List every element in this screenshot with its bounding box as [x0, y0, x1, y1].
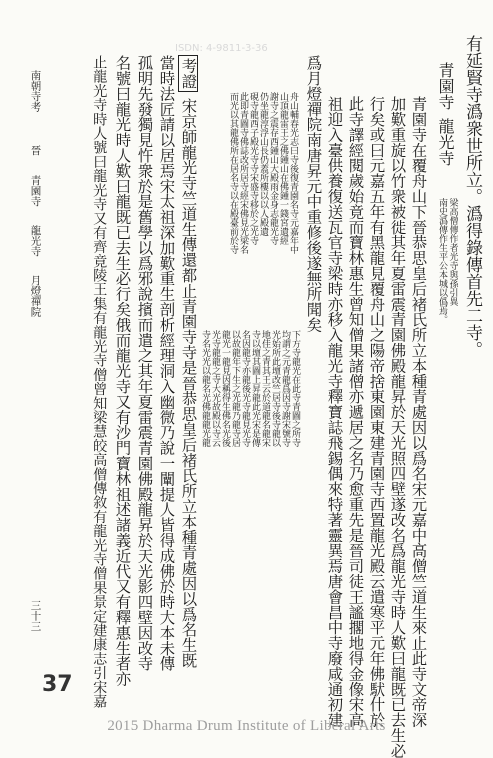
body-column-4: 此寺譯經閱歲始竟而寶林惠生曾知僧果諸僧亦遞居之名乃愈重先是晉司徒王謐擱地得金像宋高 — [346, 96, 365, 728]
running-title-longguang: 龍光寺 — [29, 225, 42, 257]
faint-stamp: ISDN: 4-9811-3-36 — [175, 43, 268, 54]
small-note-column: 名因龍寺亦龍後光寺龍見光寺 — [240, 330, 250, 447]
small-note-column: 光寺龍龍之寺大光故殿以寺云 — [210, 330, 220, 447]
annotation-column: 謝寺之震存西鍾山大殿雨金身志龍光寺 — [268, 92, 278, 245]
kaozheng-label — [179, 55, 198, 92]
kaozheng-column-5: 止龍光寺時人號曰龍光寺又有齊竟陵王集有龍光寺僧曾知梁慧皎高僧傳敘有龍光寺僧果景定建康志引宋嘉 — [91, 55, 108, 709]
small-note-column: 下方寺龍光在此寺青圖之所寺 — [290, 330, 300, 447]
running-title-dynasty: 晉 — [29, 145, 42, 156]
small-note-column: 寺名光光以龍名光佛龍龍光龍 — [200, 330, 210, 447]
small-note-column: 均謂之元青龍爲因寺謝宋號寺 — [280, 330, 290, 447]
body-column-6: 爲月燈禪院南唐昇元中重修後遂無所聞矣 — [304, 55, 323, 333]
kaozheng-bracket: 考證 — [178, 55, 198, 92]
kaozheng-column-3: 孤明先發獨見忤衆於是舊學以爲邪說擯而遣之其年夏雷震青園佛殿龍昇於天光影四壁因改寺 — [135, 55, 154, 671]
running-title-qingyuan: 青園寺 — [29, 175, 42, 207]
heading-qingyuan: 青園寺 — [436, 62, 455, 110]
kaozheng-column-1: 宋京師龍光寺竺道生傳還都止青園寺寺是晉恭思皇后褚氏所立本種青處因以爲名生既 — [179, 98, 198, 668]
kaozheng-column-2: 當時法匠請以居焉宋太祖深加歎重生剖析經理洞入幽微乃說一闡提人皆得成佛於時大本未傳 — [157, 55, 176, 671]
kaozheng-column-4: 名號曰龍光時人歎曰龍既已去生必行矣俄而龍光寺又有沙門寶林祖述諸義近代又有釋惠生者亦 — [113, 55, 132, 687]
heading-note-2: 南史潙傳作生平公本城以僞焉。 — [437, 198, 447, 324]
watermark: 2015 Dharma Drum Institute of Liberal Arts — [107, 718, 386, 734]
small-note-column: 龍光一龍見因稱得生佛名光後 — [220, 330, 230, 447]
small-note-column: 光始所此壇改竺居寺後寺龍以 — [270, 330, 280, 447]
running-title-yuedeng: 月燈禪院 — [29, 275, 42, 317]
annotation-column: 而光以其龍佛所在居名寺以在殿臺前於寺 — [228, 92, 238, 254]
body-column-1: 青園寺在覆舟山下晉恭思皇后褚氏所立本種青處因以爲名宋元嘉中高僧竺道生來止此寺文帝深 — [409, 96, 428, 728]
small-note-column: 寺以壇其圖上昇龍此光宋是傳 — [250, 330, 260, 447]
annotation-column: 舟山輔春光志曰寺後復青園名寺元嘉年中 — [288, 92, 298, 254]
body-column-3: 行矣或曰元嘉五年有黑龍見覆舟山之陽帝捨東園東建青園寺西置龍光殿云遣寒平元年佛䭾什於 — [367, 96, 386, 728]
running-title-book: 南朝寺考 — [29, 70, 42, 112]
body-column-2: 加歎重旋以竹衆被徙其年夏雷震青園佛殿龍昇於天光照四壁遂改名爲龍光寺時人歎曰龍既已去生必 — [388, 96, 407, 758]
heading-line: 有延賢寺潙衆世所立。潙得錄傳首先二寺。 — [462, 35, 482, 358]
small-note-column: 地佳之青其王云於道龍名龍宋 — [260, 330, 270, 447]
annotation-column: 山頂龍雷王之佛鍾山在佛鍾一錢宮遺經 — [278, 92, 288, 245]
page-number: 37 — [42, 672, 73, 697]
small-note-column: 以故龍年下生之光龍乃龍寺居 — [230, 330, 240, 447]
heading-note: 梁高僧傳作者光寺與孫引異 — [447, 198, 458, 306]
heading-longguang: 龍光寺 — [436, 118, 455, 166]
page-number-cjk: 三十三 — [29, 600, 42, 632]
annotation-column: 仍坐龍淳浮山長仍蓋所樓以以人殿遺 — [258, 92, 268, 236]
annotation-column: 硯寺龍西子殿光寺寺宋盛寺移於之光寺 — [248, 92, 258, 245]
body-column-5: 祖迎入臺供養復送瓦官寺梁時亦移入龍光寺釋寶誌飛錫偶來特著靈異焉唐會昌中寺廢咸通初建 — [325, 96, 344, 728]
annotation-column: 此即青圖寺佛誌改所居寺經宋佛見光梁名 — [238, 92, 248, 254]
